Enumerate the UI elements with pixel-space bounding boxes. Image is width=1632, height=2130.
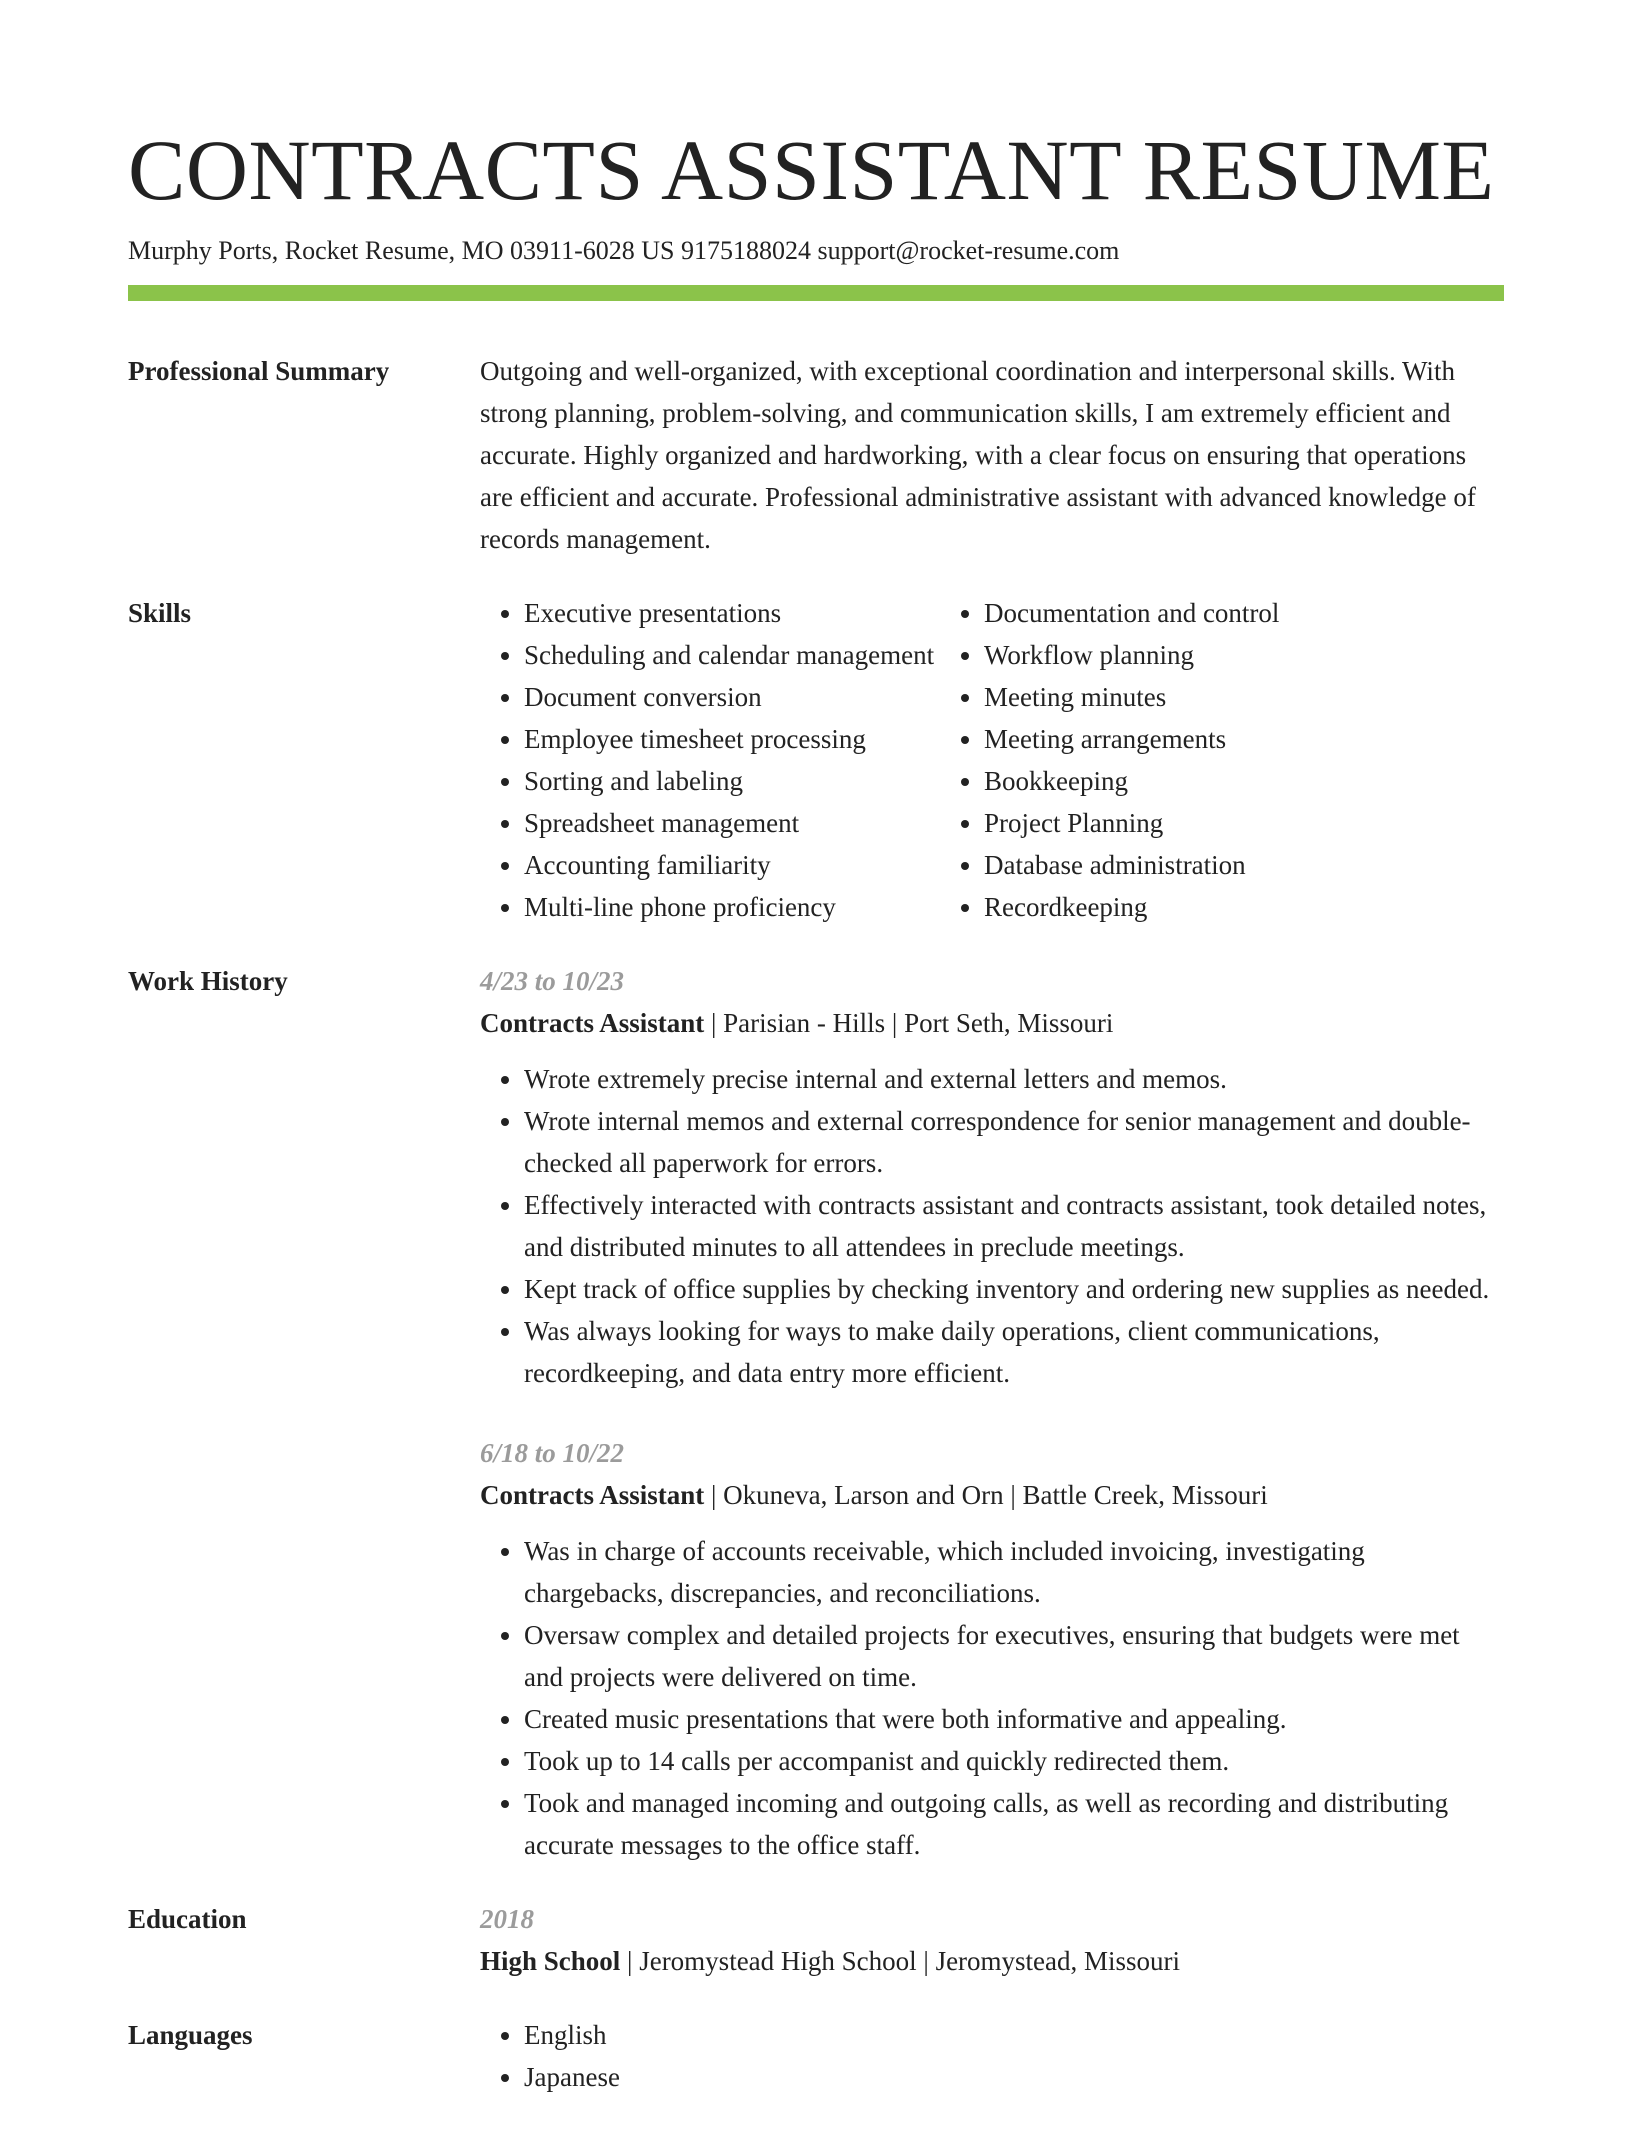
job-details: | Okuneva, Larson and Orn | Battle Creek, Missouri [704, 1480, 1268, 1510]
skills-grid [480, 592, 1504, 928]
contact-address: Murphy Ports, Rocket Resume, MO 03911-6028 US [128, 236, 675, 265]
contact-line [128, 234, 1504, 268]
skill-item: • Executive presentations [524, 592, 940, 634]
job-entry [480, 960, 1504, 1394]
resume-header [128, 118, 1504, 268]
summary-section [128, 350, 1504, 560]
job-bullet: • Took up to 14 calls per accompanist and quickly redirected them. [524, 1740, 1504, 1782]
language-item: • English [524, 2014, 1504, 2056]
languages-list [480, 2014, 1504, 2098]
languages-section [128, 2014, 1504, 2098]
education-year: 2018 [480, 1904, 534, 1934]
job-details: | Parisian - Hills | Port Seth, Missouri [704, 1008, 1114, 1038]
skill-item: • Meeting arrangements [984, 718, 1460, 760]
skills-column-1 [480, 592, 940, 928]
job-title: Contracts Assistant [480, 1480, 705, 1510]
skill-item: • Documentation and control [984, 592, 1460, 634]
education-line [480, 1940, 1504, 1982]
education-degree: High School [480, 1946, 621, 1976]
contact-email: support@rocket-resume.com [817, 236, 1120, 265]
skill-item: • Document conversion [524, 676, 940, 718]
skill-item: • Scheduling and calendar management [524, 634, 940, 676]
section-label-skills: Skills [128, 598, 192, 628]
skill-item: • Spreadsheet management [524, 802, 940, 844]
section-label-work: Work History [128, 966, 288, 996]
languages-body [480, 2014, 1504, 2098]
skill-item: • Meeting minutes [984, 676, 1460, 718]
skills-section [128, 592, 1504, 928]
job-bullet: • Kept track of office supplies by checking inventory and ordering new supplies as needed. [524, 1268, 1504, 1310]
skill-item: • Sorting and labeling [524, 760, 940, 802]
job-dates: 6/18 to 10/22 [480, 1438, 625, 1468]
job-bullet: • Was always looking for ways to make daily operations, client communications, recordkeeping, and data entry more efficient. [524, 1310, 1504, 1394]
job-bullet: • Wrote internal memos and external correspondence for senior management and double-checked all paperwork for errors. [524, 1100, 1504, 1184]
job-bullet: • Effectively interacted with contracts assistant and contracts assistant, took detailed notes, and distributed minutes to all attendees in preclude meetings. [524, 1184, 1504, 1268]
work-history-section [128, 960, 1504, 1866]
job-bullet: • Wrote extremely precise internal and external letters and memos. [524, 1058, 1504, 1100]
skill-item: • Recordkeeping [984, 886, 1460, 928]
job-dates: 4/23 to 10/23 [480, 966, 625, 996]
contact-phone: 9175188024 [680, 236, 811, 265]
skill-item: • Workflow planning [984, 634, 1460, 676]
work-history-body [480, 960, 1504, 1866]
resume-title: CONTRACTS ASSISTANT RESUME [128, 122, 1495, 218]
summary-text: Outgoing and well-organized, with exceptional coordination and interpersonal skills. With strong planning, problem-solving, and communication skills, I am extremely efficient and accurate. Highly organized and hardworking, with a clear focus on ensuring that operations are efficient and accurate. Professional administrative assistant with advanced knowledge of records management. [480, 356, 1476, 554]
job-title: Contracts Assistant [480, 1008, 705, 1038]
skill-item: • Employee timesheet processing [524, 718, 940, 760]
skill-item: • Bookkeeping [984, 760, 1460, 802]
job-bullet: • Took and managed incoming and outgoing calls, as well as recording and distributing accurate messages to the office staff. [524, 1782, 1504, 1866]
education-details: | Jeromystead High School | Jeromystead, Missouri [620, 1946, 1181, 1976]
skill-item: • Multi-line phone proficiency [524, 886, 940, 928]
skill-item: • Database administration [984, 844, 1460, 886]
job-entry [480, 1432, 1504, 1866]
education-section [128, 1898, 1504, 1982]
language-item: • Japanese [524, 2056, 1504, 2098]
section-label-education: Education [128, 1904, 247, 1934]
job-bullet: • Oversaw complex and detailed projects for executives, ensuring that budgets were met and projects were delivered on time. [524, 1614, 1504, 1698]
job-bullets [480, 1058, 1504, 1394]
summary-body [480, 350, 1504, 560]
accent-divider [128, 285, 1504, 301]
job-title-line [480, 1474, 1504, 1516]
skill-item: • Project Planning [984, 802, 1460, 844]
job-bullet: • Created music presentations that were both informative and appealing. [524, 1698, 1504, 1740]
resume-content [128, 350, 1504, 2130]
education-body [480, 1898, 1504, 1982]
section-label-summary: Professional Summary [128, 356, 390, 386]
skill-item: • Accounting familiarity [524, 844, 940, 886]
skills-column-2 [940, 592, 1460, 928]
job-title-line [480, 1002, 1504, 1044]
job-bullet: • Was in charge of accounts receivable, which included invoicing, investigating chargebacks, discrepancies, and reconciliations. [524, 1530, 1504, 1614]
section-label-languages: Languages [128, 2020, 253, 2050]
job-bullets [480, 1530, 1504, 1866]
